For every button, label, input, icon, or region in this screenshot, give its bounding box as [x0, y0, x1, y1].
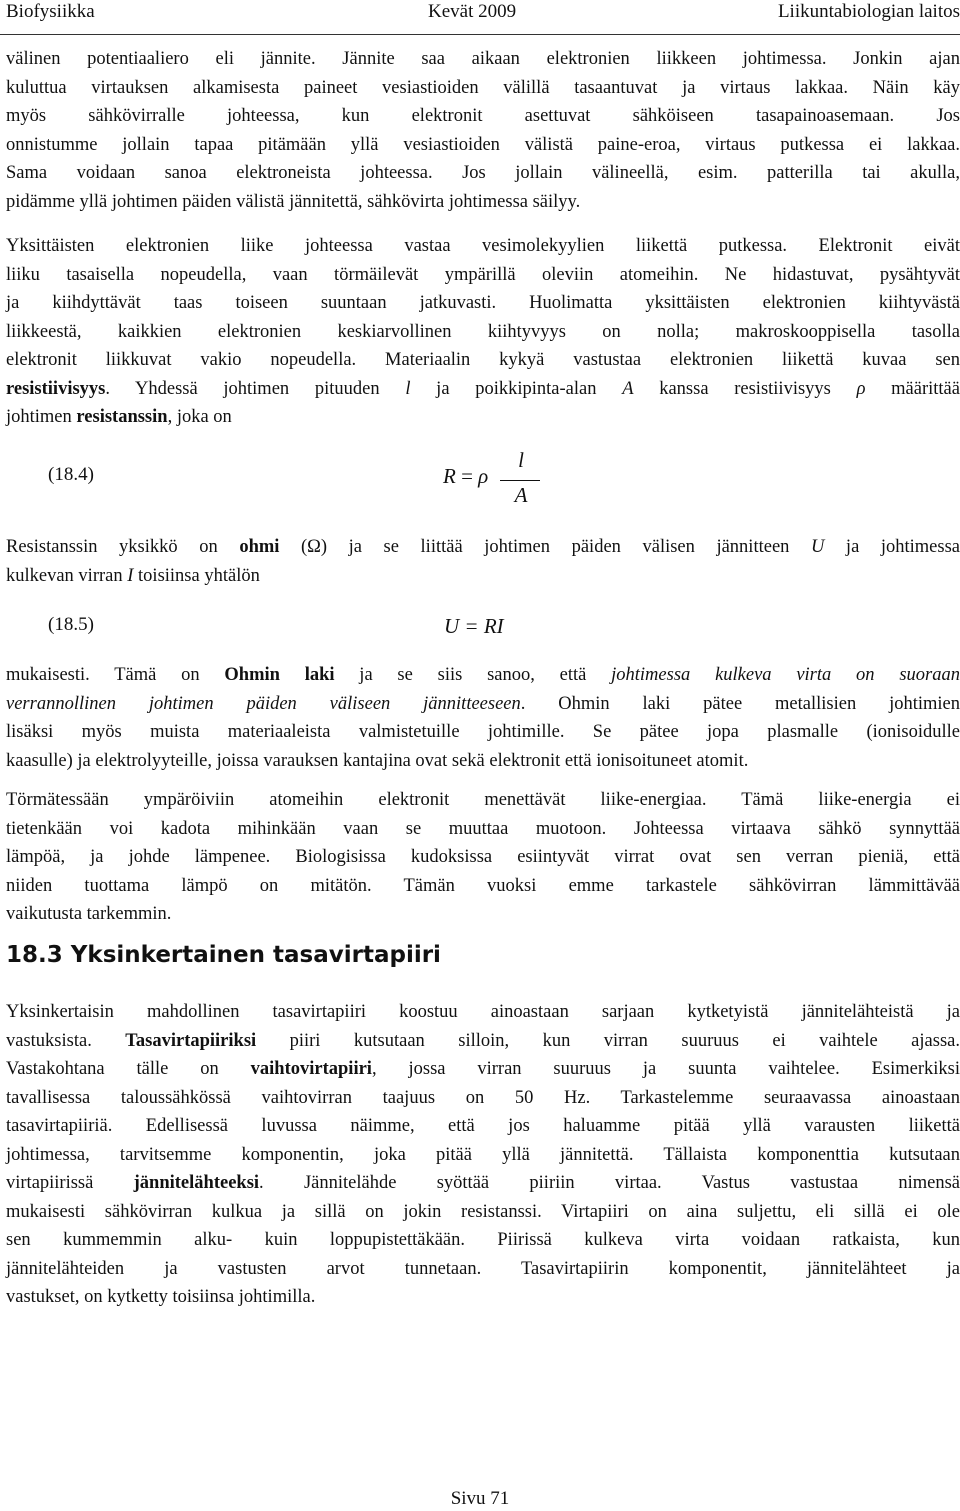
var-l: l: [405, 378, 411, 399]
text-line: sen kummemmin alku- kuin loppupistettäkään. Piirissä kulkeva virta voidaan ratkaista, kun: [6, 1230, 960, 1250]
text-line: tavallisessa taloussähkössä vaihtovirran taajuus on 50 Hz. Tarkastelemme seuraavassa ainoastaan: [6, 1087, 960, 1108]
text-line: Vastakohtana tälle on vaihtovirtapiiri, jossa virran suuruus ja suunta vaihtelee. Esimerkiksi: [6, 1059, 960, 1079]
text-line: Törmätessään ympäröiviin atomeihin elektronit menettävät liike-energiaa. Tämä liike-energia ei: [6, 790, 960, 810]
text-line: välinen potentiaaliero eli jännite. Jännite saa aikaan elektronien liikkeen johtimessa. Jonkin ajan: [6, 49, 960, 69]
header-rule: [0, 34, 960, 35]
text-line: myös sähkövirralle johteessa, kun elektronit asettuvat sähköiseen tasapainoasemaan. Jos: [6, 106, 960, 126]
term-ohms-law: Ohmin laki: [224, 665, 335, 685]
var-U: U: [810, 537, 825, 557]
term-resistivity: resistiivisyys: [6, 378, 106, 399]
paragraph-4: [6, 661, 960, 775]
fraction-numerator: l: [518, 448, 524, 472]
paragraph-1: [6, 45, 960, 216]
text-line: Resistanssin yksikkö on ohmi (Ω) ja se liittää johtimen päiden välisen jännitteen U ja johtimessa: [6, 537, 960, 557]
text-line: kulkevan virran I toisiinsa yhtälön: [6, 565, 260, 586]
fraction-denominator: A: [514, 483, 528, 507]
text-line: johtimen resistanssin, joka on: [6, 407, 232, 427]
text-line: ja kiihdyttävät taas toiseen suuntaan jatkuvasti. Huolimatta yksittäisten elektronien kiihtyvästä: [6, 293, 960, 313]
text-line: Sama voidaan sanoa elektroneista johteessa. Jos jollain välineellä, esim. patterilla tai akulla,: [6, 163, 960, 183]
header-department: Liikuntabiologian laitos: [777, 1, 960, 22]
section-heading: 18.3 Yksinkertainen tasavirtapiiri: [6, 942, 441, 968]
var-A: A: [622, 378, 634, 399]
paragraph-6: [6, 998, 960, 1312]
text-line: johtimessa, tarvitsemme komponentin, joka pitää yllä jännitettä. Tällaista komponenttia kutsutaan: [6, 1144, 960, 1165]
fraction-bar: [500, 480, 540, 481]
equation-18-5: [48, 612, 548, 644]
equation-number: (18.5): [48, 614, 94, 635]
text-line: elektronit liikkuvat vakio nopeudella. Materiaalin kykyä vastustaa elektronien liikettä kuvaa sen: [6, 350, 960, 370]
text-line: Yksinkertaisin mahdollinen tasavirtapiiri koostuu ainoastaan sarjaan kytketyistä jännitelähteistä ja: [6, 1002, 960, 1022]
text-line: mukaisesti sähkövirran kulkua ja sillä on jokin resistanssi. Virtapiiri on aina suljettu, eli sillä ei ole: [6, 1201, 960, 1222]
paragraph-3: [6, 533, 960, 590]
equation-18-4: [48, 448, 548, 518]
page-number: Sivu 71: [450, 1488, 510, 1509]
term-dc-circuit: Tasavirtapiiriksi: [125, 1030, 257, 1051]
paragraph-5: [6, 786, 960, 929]
text-line: pidämme yllä johtimen päiden välistä jännitettä, sähkövirta johtimessa säilyy.: [6, 191, 581, 212]
term-ohm: ohmi: [239, 537, 280, 557]
text-line: vaikutusta tarkemmin.: [6, 904, 172, 924]
header-course: Biofysiikka: [6, 1, 95, 22]
var-I: I: [127, 565, 134, 586]
term-ac-circuit: vaihtovirtapiiri: [250, 1059, 372, 1079]
text-line: vastukset, on kytketty toisiinsa johtimilla.: [6, 1287, 316, 1307]
text-line: resistiivisyys. Yhdessä johtimen pituuden l ja poikkipinta-alan A kanssa resistiivisyys ρ määrittää: [6, 378, 960, 399]
text-line: virtapiirissä jännitelähteeksi. Jännitelähde syöttää piiriin virtaa. Vastus vastustaa nimensä: [6, 1173, 960, 1193]
term-voltage-source: jännitelähteeksi: [133, 1173, 260, 1193]
text-line: kuluttua virtauksen alkamisesta paineet vesiastioiden välillä tasaantuvat ja virtaus lakkaa. Näin käy: [6, 77, 960, 98]
text-line: vastuksista. Tasavirtapiiriksi piiri kutsutaan silloin, kun virran suuruus ei vaihtele ajassa.: [6, 1030, 960, 1051]
paragraph-2: [6, 232, 960, 432]
text-line: jännitelähteiden ja vastusten arvot tunnetaan. Tasavirtapiirin komponentit, jännitelähteet ja: [6, 1258, 960, 1279]
text-line: kaasulle) ja elektrolyyteille, joissa varauksen kantajina ovat sekä elektronit että ionisoituneet atomit.: [6, 750, 749, 771]
page-header: [0, 0, 960, 26]
header-term: Kevät 2009: [428, 1, 517, 22]
text-line: lämpöä, ja johde lämpenee. Biologisissa kudoksissa esiintyvät virrat ovat sen verran pieniä, että: [6, 847, 960, 867]
equation-number: (18.4): [48, 464, 94, 485]
text-line: onnistumme jollain tapaa pitämään yllä vesiastioiden välistä paine-eroa, virtaus putkessa ei lakkaa.: [6, 134, 960, 155]
equation-expression: U = RI: [444, 614, 504, 638]
text-line: verrannollinen johtimen päiden väliseen jännitteeseen. Ohmin laki pätee metallisien johtimien: [6, 693, 960, 714]
text-line: liikkeestä, kaikkien elektronien keskiarvollinen kiihtyvyys on nolla; makroskooppisella tasolla: [6, 321, 960, 342]
text-line: tietenkään voi kadota mihinkään vaan se muuttaa muotoon. Johteessa virtaava sähkö synnyttää: [6, 818, 960, 839]
term-resistance: resistanssin: [76, 407, 168, 427]
text-line: tasavirtapiiriä. Edellisessä luvussa näimme, että jos haluamme pitää yllä varausten liikettä: [6, 1116, 960, 1136]
equation-expression: R = ρ: [443, 464, 489, 488]
var-rho: ρ: [856, 378, 866, 399]
text-line: mukaisesti. Tämä on Ohmin laki ja se siis sanoo, että johtimessa kulkeva virta on suoraan: [6, 665, 960, 685]
text-line: liiku tasaisella nopeudella, vaan törmäilevät ympärillä oleviin atomeihin. Ne hidastuvat, pysähtyvät: [6, 264, 960, 285]
text-line: Yksittäisten elektronien liike johteessa vastaa vesimolekyylien liikettä putkessa. Elektronit eivät: [6, 236, 960, 256]
text-line: lisäksi myös muista materiaaleista valmistetuille johtimille. Se pätee jopa plasmalle (ionisoidulle: [6, 722, 960, 742]
text-line: niiden tuottama lämpö on mitätön. Tämän vuoksi emme tarkastele sähkövirran lämmittävää: [6, 875, 960, 896]
